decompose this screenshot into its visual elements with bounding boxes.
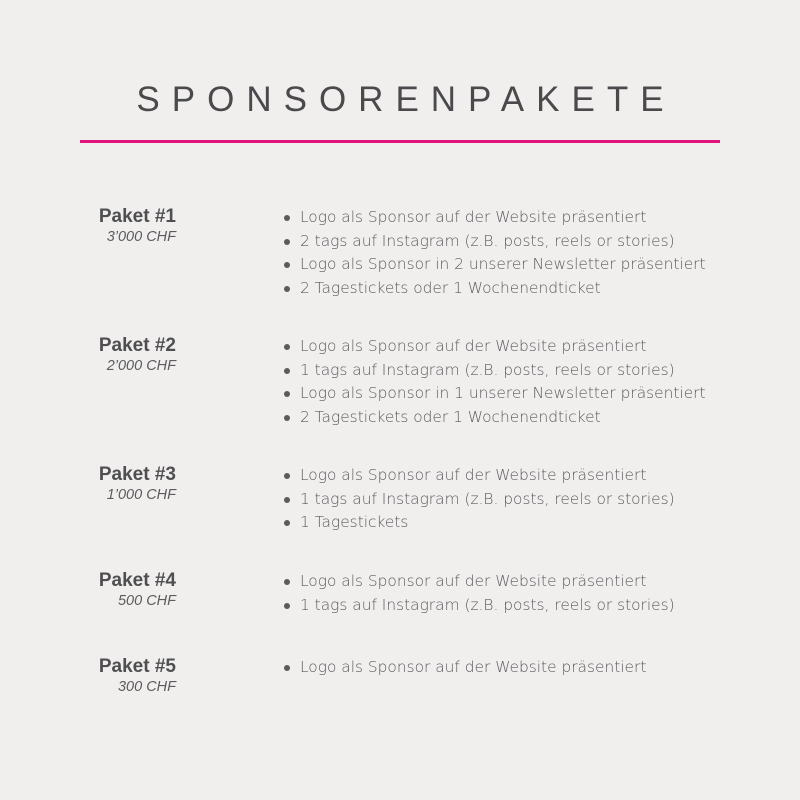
bullet-icon — [284, 286, 290, 292]
feature-text: 1 Tagestickets — [300, 513, 409, 532]
feature-text: Logo als Sponsor auf der Website präsentiert — [300, 572, 647, 590]
list-item — [284, 488, 675, 512]
feature-text: 1 tags auf Instagram (z.B. posts, reels or stories) — [300, 489, 675, 508]
feature-text: 2 Tagestickets oder 1 Wochenendticket — [300, 408, 601, 427]
list-item — [284, 656, 646, 680]
list-item — [284, 570, 675, 594]
feature-text: 2 tags auf Instagram (z.B. posts, reels or stories) — [300, 231, 675, 250]
package-price: 2’000 CHF — [106, 358, 176, 374]
package-name: Paket #4 — [98, 570, 176, 591]
package-name: Paket #2 — [98, 335, 176, 356]
list-item — [284, 230, 706, 254]
bullet-icon — [284, 368, 290, 374]
bullet-icon — [284, 344, 290, 350]
list-item — [284, 253, 706, 277]
package-price: 1’000 CHF — [106, 487, 176, 503]
feature-text: Logo als Sponsor in 1 unserer Newsletter präsentiert — [300, 384, 706, 403]
bullet-icon — [284, 665, 290, 671]
feature-list — [284, 570, 675, 617]
list-item — [284, 511, 675, 535]
page-title: SPONSORENPAKETE — [136, 80, 676, 119]
feature-text: Logo als Sponsor auf der Website präsentiert — [300, 466, 647, 484]
feature-list — [284, 206, 706, 301]
package-name: Paket #5 — [98, 656, 176, 677]
feature-text: Logo als Sponsor auf der Website präsentiert — [300, 658, 647, 676]
feature-text: Logo als Sponsor auf der Website präsentiert — [300, 337, 647, 355]
bullet-icon — [284, 215, 290, 221]
list-item — [284, 277, 706, 301]
feature-text: Logo als Sponsor in 2 unserer Newsletter präsentiert — [300, 255, 706, 274]
bullet-icon — [284, 520, 290, 526]
feature-text: Logo als Sponsor auf der Website präsentiert — [300, 208, 647, 226]
feature-text: 1 tags auf Instagram (z.B. posts, reels or stories) — [300, 595, 675, 614]
title-divider — [80, 140, 720, 143]
list-item — [284, 406, 706, 430]
list-item — [284, 359, 706, 383]
bullet-icon — [284, 473, 290, 479]
list-item — [284, 464, 675, 488]
bullet-icon — [284, 239, 290, 245]
list-item — [284, 206, 706, 230]
package-price: 3’000 CHF — [106, 229, 176, 245]
package-price: 500 CHF — [117, 593, 176, 609]
feature-list — [284, 335, 706, 430]
feature-text: 2 Tagestickets oder 1 Wochenendticket — [300, 279, 601, 298]
feature-list — [284, 464, 675, 535]
list-item — [284, 335, 706, 359]
package-price: 300 CHF — [117, 679, 176, 695]
bullet-icon — [284, 262, 290, 268]
package-name: Paket #1 — [98, 206, 176, 227]
feature-list — [284, 656, 646, 680]
bullet-icon — [284, 415, 290, 421]
bullet-icon — [284, 391, 290, 397]
list-item — [284, 594, 675, 618]
bullet-icon — [284, 497, 290, 503]
list-item — [284, 382, 706, 406]
bullet-icon — [284, 603, 290, 609]
feature-text: 1 tags auf Instagram (z.B. posts, reels or stories) — [300, 360, 675, 379]
bullet-icon — [284, 579, 290, 585]
package-name: Paket #3 — [98, 464, 176, 485]
